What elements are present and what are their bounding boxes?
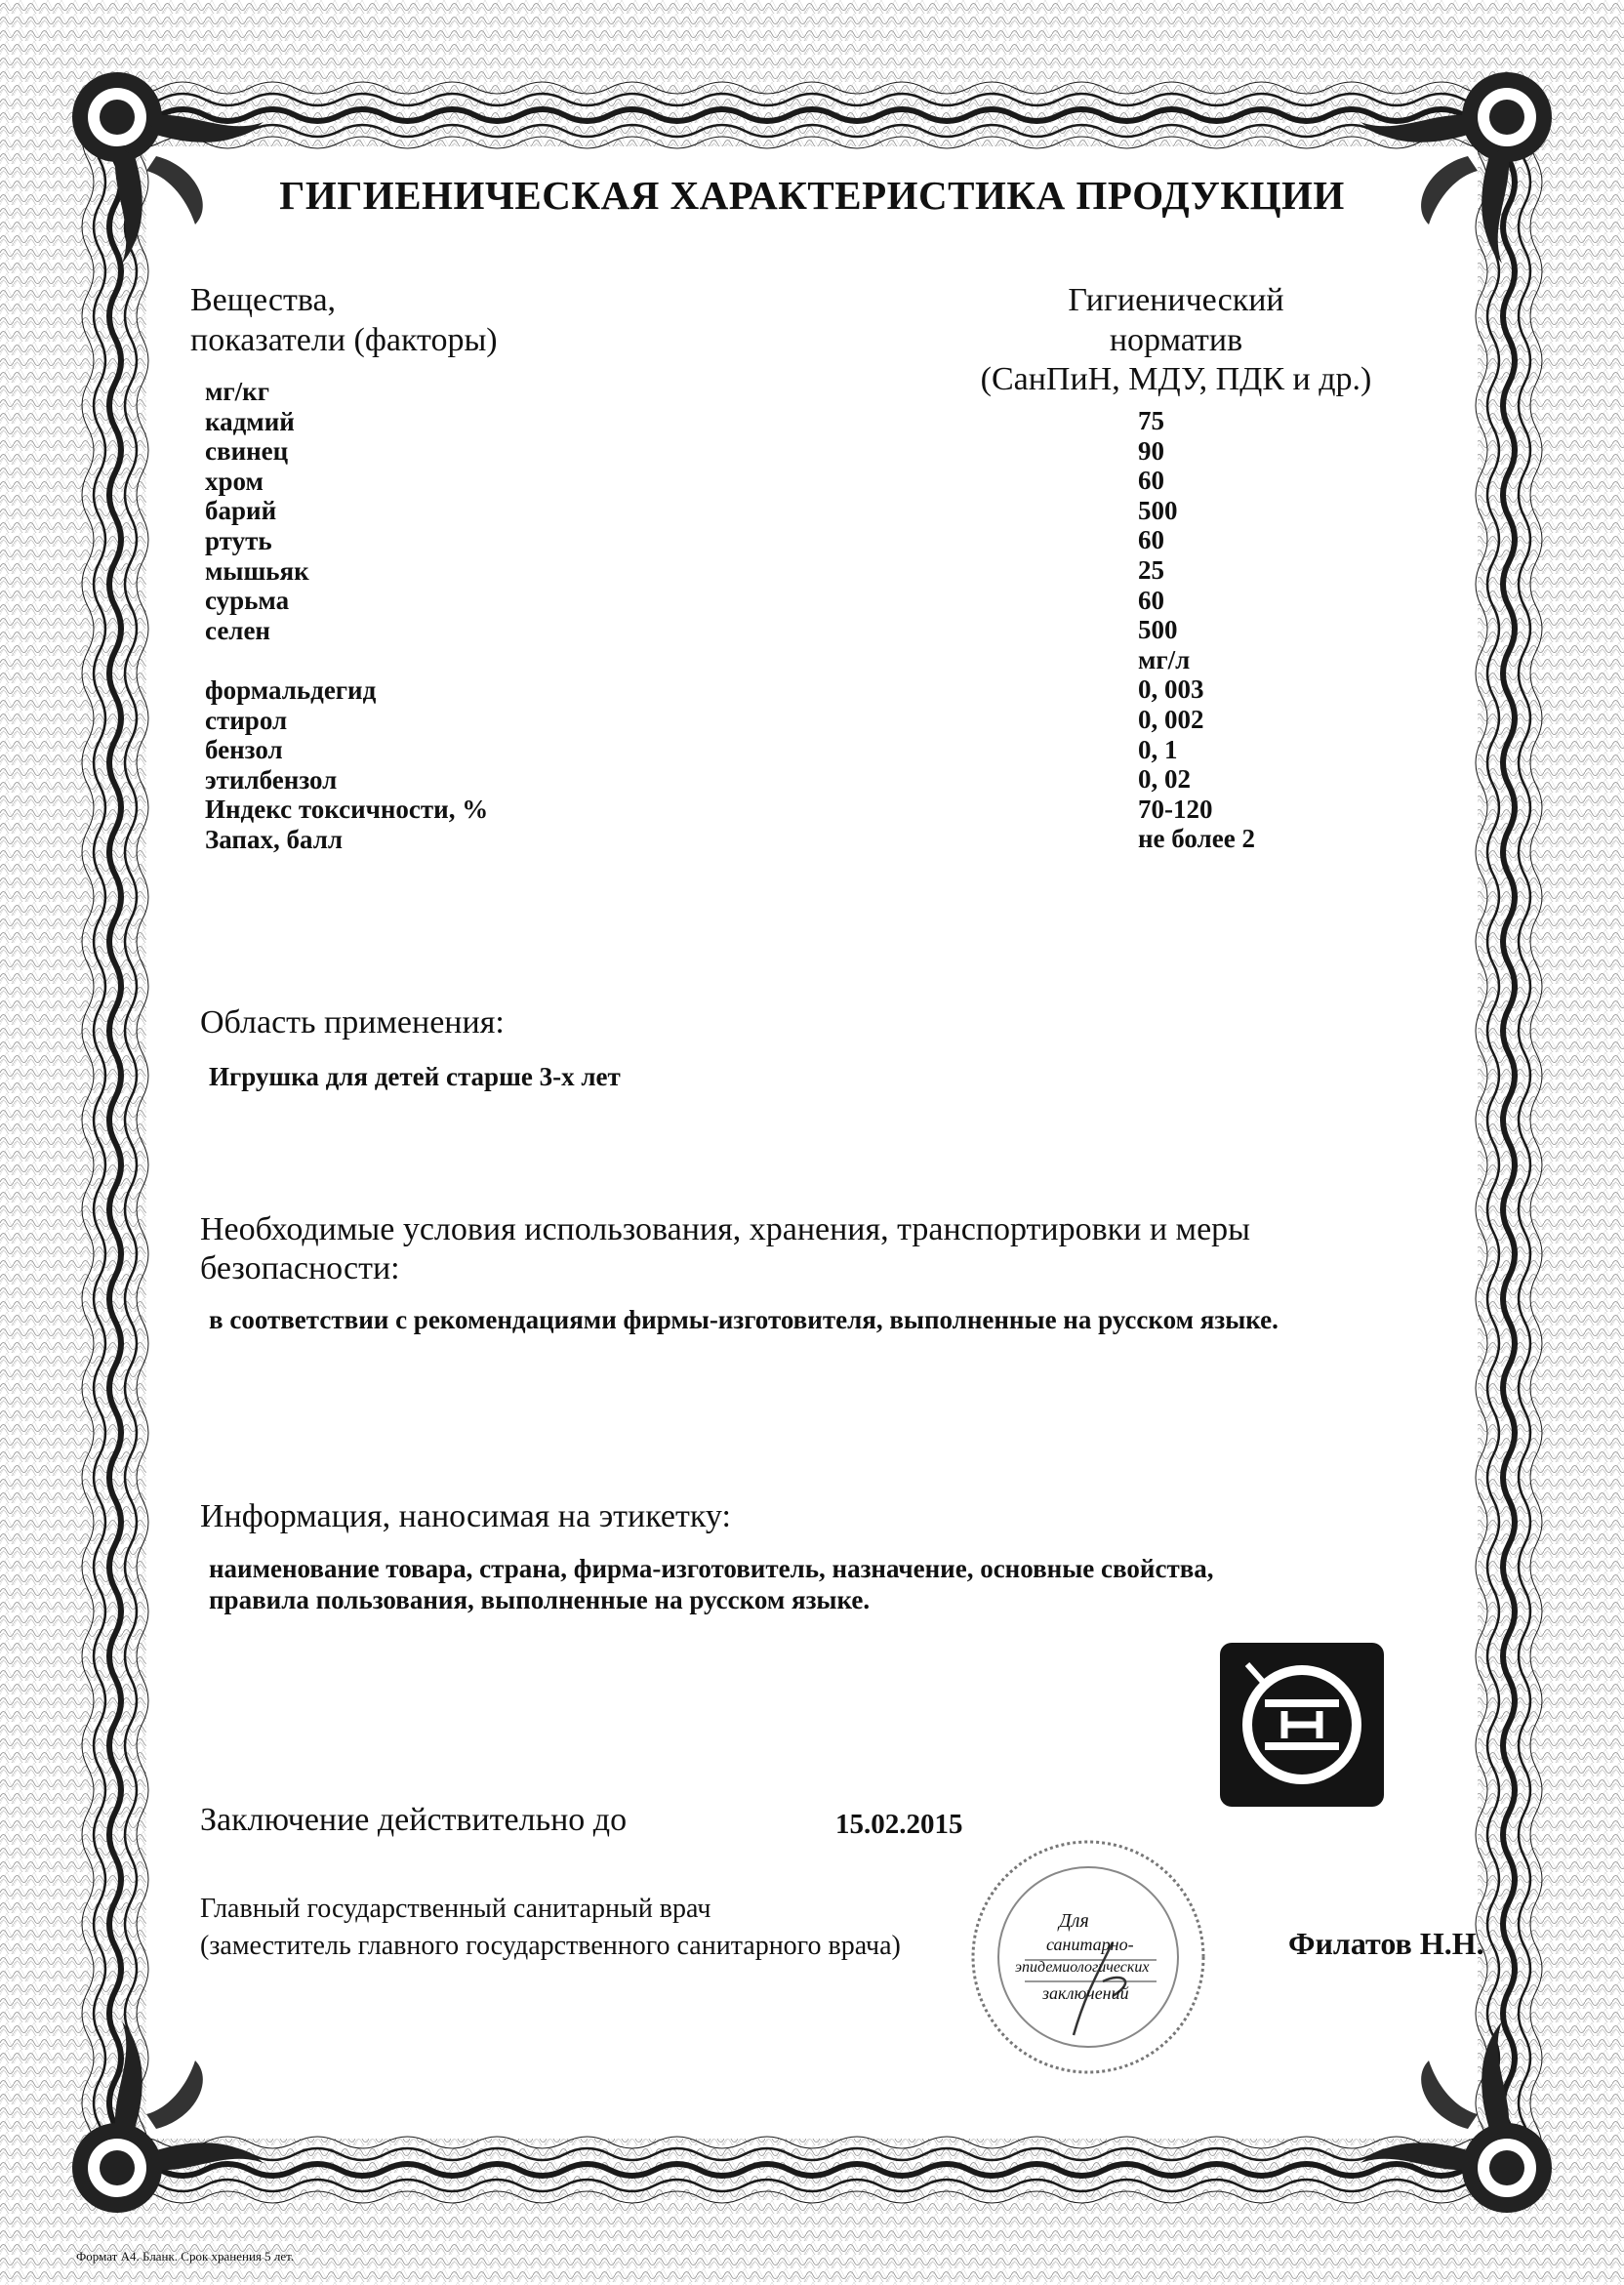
substance-item: ртуть bbox=[205, 525, 272, 555]
unit-mg-kg: мг/кг bbox=[205, 377, 269, 406]
norm-value: 90 bbox=[1138, 435, 1164, 466]
label-info-heading: Информация, наносимая на этикетку: bbox=[200, 1498, 731, 1534]
norm-value: 0, 1 bbox=[1138, 734, 1178, 764]
substance-item: барий bbox=[205, 496, 277, 526]
label-info-line1: наименование товара, страна, фирма-изготовитель, назначение, основные свойства, bbox=[209, 1554, 1214, 1583]
substance-item: стирол bbox=[205, 705, 288, 735]
document-title: ГИГИЕНИЧЕСКАЯ ХАРАКТЕРИСТИКА ПРОДУКЦИИ bbox=[279, 173, 1345, 218]
substance-item: хром bbox=[205, 466, 264, 496]
stamp-text-line3: эпидемиологических bbox=[1015, 1959, 1150, 1976]
norm-value: 0, 003 bbox=[1138, 674, 1204, 705]
certification-mark-icon bbox=[1220, 1643, 1384, 1807]
substance-item: бензол bbox=[205, 735, 283, 765]
application-heading: Область применения: bbox=[200, 1004, 505, 1040]
substance-spacer bbox=[205, 645, 488, 675]
norm-values-list bbox=[1138, 406, 1255, 854]
substances-list bbox=[205, 377, 488, 855]
substance-item: формальдегид bbox=[205, 674, 377, 705]
substance-item: мышьяк bbox=[205, 555, 309, 586]
stamp-text-line4: заключений bbox=[1042, 1983, 1129, 2003]
norm-header-line1: Гигиенический bbox=[1068, 282, 1284, 318]
label-info-line2: правила пользования, выполненные на русском языке. bbox=[209, 1585, 871, 1614]
signatory-name: Филатов Н.Н. bbox=[1288, 1926, 1484, 1961]
conditions-heading-line2: безопасности: bbox=[200, 1250, 400, 1286]
norm-value: 60 bbox=[1138, 585, 1164, 615]
form-footer-note: Формат А4. Бланк. Срок хранения 5 лет. bbox=[76, 2249, 295, 2264]
stamp-text-line2: санитарно- bbox=[1046, 1935, 1134, 1954]
norm-header-line3: (СанПиН, МДУ, ПДК и др.) bbox=[980, 361, 1372, 397]
substance-item: Запах, балл bbox=[205, 824, 343, 854]
norm-value: 70-120 bbox=[1138, 794, 1213, 824]
norm-value: 500 bbox=[1138, 615, 1178, 645]
signature-line1: Главный государственный санитарный врач bbox=[200, 1894, 711, 1924]
validity-date: 15.02.2015 bbox=[835, 1809, 963, 1840]
validity-label: Заключение действительно до bbox=[200, 1802, 628, 1838]
norm-value: 500 bbox=[1138, 495, 1178, 525]
norm-value: 60 bbox=[1138, 466, 1164, 496]
norm-value: 25 bbox=[1138, 554, 1164, 585]
official-stamp bbox=[966, 1835, 1210, 2079]
substance-item: кадмий bbox=[205, 406, 295, 436]
substance-item: Индекс токсичности, % bbox=[205, 795, 489, 825]
unit-mg-l: мг/л bbox=[1138, 644, 1191, 674]
application-text: Игрушка для детей старше 3-х лет bbox=[209, 1062, 621, 1091]
substance-item: сурьма bbox=[205, 586, 290, 616]
norm-value: 75 bbox=[1138, 406, 1164, 435]
norm-value: не более 2 bbox=[1138, 824, 1255, 854]
substance-item: селен bbox=[205, 615, 270, 645]
conditions-text: в соответствии с рекомендациями фирмы-изготовителя, выполненные на русском языке. bbox=[209, 1305, 1279, 1334]
substances-header-line1: Вещества, bbox=[190, 282, 337, 318]
norm-header-line2: норматив bbox=[1109, 322, 1243, 358]
substances-header-line2: показатели (факторы) bbox=[190, 322, 498, 358]
substance-item: этилбензол bbox=[205, 764, 338, 795]
conditions-heading-line1: Необходимые условия использования, хранения, транспортировки и меры bbox=[200, 1211, 1250, 1247]
stamp-text-line1: Для bbox=[1059, 1910, 1089, 1932]
norm-value: 60 bbox=[1138, 525, 1164, 555]
norm-value: 0, 002 bbox=[1138, 704, 1204, 734]
substance-item: свинец bbox=[205, 436, 289, 467]
signature-line2: (заместитель главного государственного санитарного врача) bbox=[200, 1931, 901, 1961]
norm-value: 0, 02 bbox=[1138, 764, 1191, 795]
